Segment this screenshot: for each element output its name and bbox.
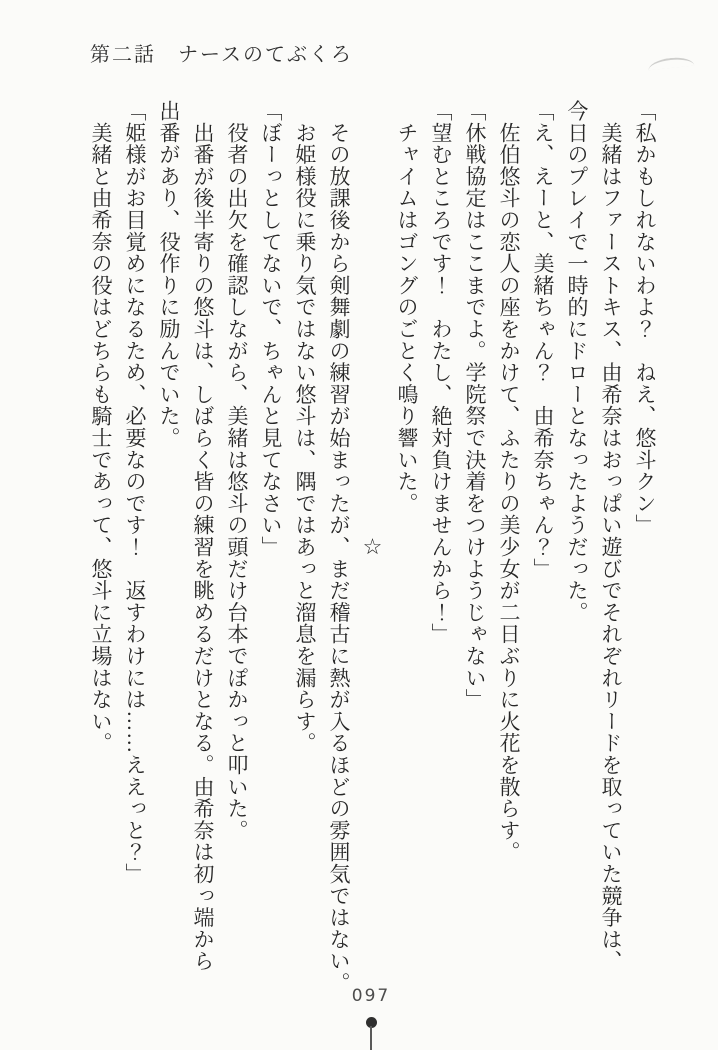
- text-line: 「休戦協定はここまでよ。学院祭で決着をつけようじゃない」: [463, 100, 487, 711]
- text-line: 「姫様がお目覚めになるため、必要なのです！ 返すわけには……ええっと？」: [123, 100, 147, 885]
- text-line: チャイムはゴングのごとく鳴り響いた。: [395, 100, 419, 515]
- text-line: 「え、えーと、美緒ちゃん？ 由希奈ちゃん？」: [531, 100, 555, 580]
- text-line: 出番が後半寄りの悠斗は、しばらく皆の練習を眺めるだけとなる。由希奈は初っ端から: [191, 100, 215, 972]
- chapter-title: 第二話 ナースのてぶくろ: [90, 44, 353, 66]
- text-line: お姫様役に乗り気ではない悠斗は、隅ではあっと溜息を漏らす。: [293, 100, 317, 754]
- section-break-star: ☆: [361, 535, 386, 561]
- text-line: 出番があり、役作りに励んでいた。: [157, 100, 181, 449]
- text-line: 「ぼーっとしてないで、ちゃんと見てなさい」: [259, 100, 283, 558]
- text-line: その放課後から剣舞劇の練習が始まったが、まだ稽古に熱が入るほどの雰囲気ではない。: [327, 100, 351, 994]
- page-footer: [0, 986, 718, 1050]
- text-line: 美緒はファーストキス、由希奈はおっぱい遊びでそれぞれリードを取っていた競争は、: [599, 100, 623, 972]
- text-line: 美緒と由希奈の役はどちらも騎士であって、悠斗に立場はない。: [89, 100, 113, 754]
- text-line: 「望むところです！ わたし、絶対負けませんから！」: [429, 100, 453, 645]
- text-line: 「私かもしれないわよ？ ねえ、悠斗クン」: [633, 100, 657, 536]
- text-columns: [84, 100, 662, 996]
- text-line: 今日のプレイで一時的にドローとなったようだった。: [565, 100, 589, 624]
- scan-artifact-stroke: [648, 56, 695, 71]
- page-number: 097: [351, 986, 391, 1006]
- binding-line: [370, 1026, 372, 1050]
- text-line: 役者の出欠を確認しながら、美緒は悠斗の頭だけ台本でぽかっと叩いた。: [225, 100, 249, 842]
- text-line: 佐伯悠斗の恋人の座をかけて、ふたりの美少女が二日ぶりに火花を散らす。: [497, 100, 521, 863]
